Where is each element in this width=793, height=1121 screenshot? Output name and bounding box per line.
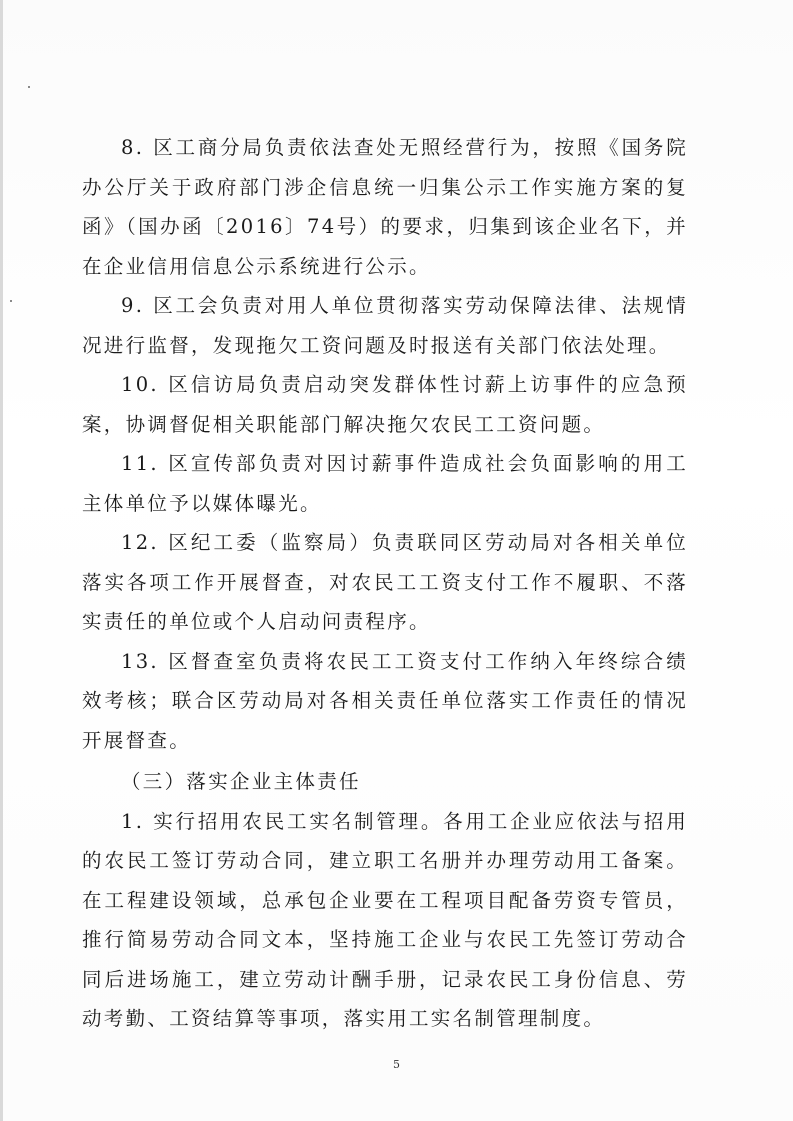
- scan-edge: [0, 0, 3, 1121]
- paragraph-12: 12. 区纪工委（监察局）负责联同区劳动局对各相关单位落实各项工作开展督查，对农民工工资支付工作不履职、不落实责任的单位或个人启动问责程序。: [82, 531, 688, 633]
- paragraph-10: 10. 区信访局负责启动突发群体性讨薪上访事件的应急预案，协调督促相关职能部门解决拖欠农民工工资问题。: [82, 373, 688, 436]
- paragraph-13: 13. 区督查室负责将农民工工资支付工作纳入年终综合绩效考核；联合区劳动局对各相关责任单位落实工作责任的情况开展督查。: [82, 649, 688, 752]
- paragraph-8: 8. 区工商分局负责依法查处无照经营行为，按照《国务院办公厅关于政府部门涉企信息统一归集公示工作实施方案的复函》（国办函〔2016〕74号）的要求，归集到该企业名下，并在企业信用信息公示系统进行公示。: [82, 136, 688, 278]
- section-paragraph-1: 1. 实行招用农民工实名制管理。各用工企业应依法与招用的农民工签订劳动合同，建立职工名册并办理劳动用工备案。在工程建设领域，总承包企业要在工程项目配备劳资专管员，推行简易劳动合同文本，坚持施工企业与农民工先签订劳动合同后进场施工，建立劳动计酬手册，记录农民工身份信息、劳动考勤、工资结算等事项，落实用工实名制管理制度。: [82, 809, 688, 1030]
- section-heading: （三）落实企业主体责任: [121, 770, 361, 793]
- paragraph-9: 9. 区工会负责对用人单位贯彻落实劳动保障法律、法规情况进行监督，发现拖欠工资问题及时报送有关部门依法处理。: [82, 294, 688, 357]
- page-number: 5: [393, 1058, 400, 1071]
- scan-speck: [28, 86, 30, 88]
- paragraph-11: 11. 区宣传部负责对因讨薪事件造成社会负面影响的用工主体单位予以媒体曝光。: [82, 452, 688, 515]
- scan-speck: [10, 300, 12, 302]
- document-body: [82, 128, 688, 1039]
